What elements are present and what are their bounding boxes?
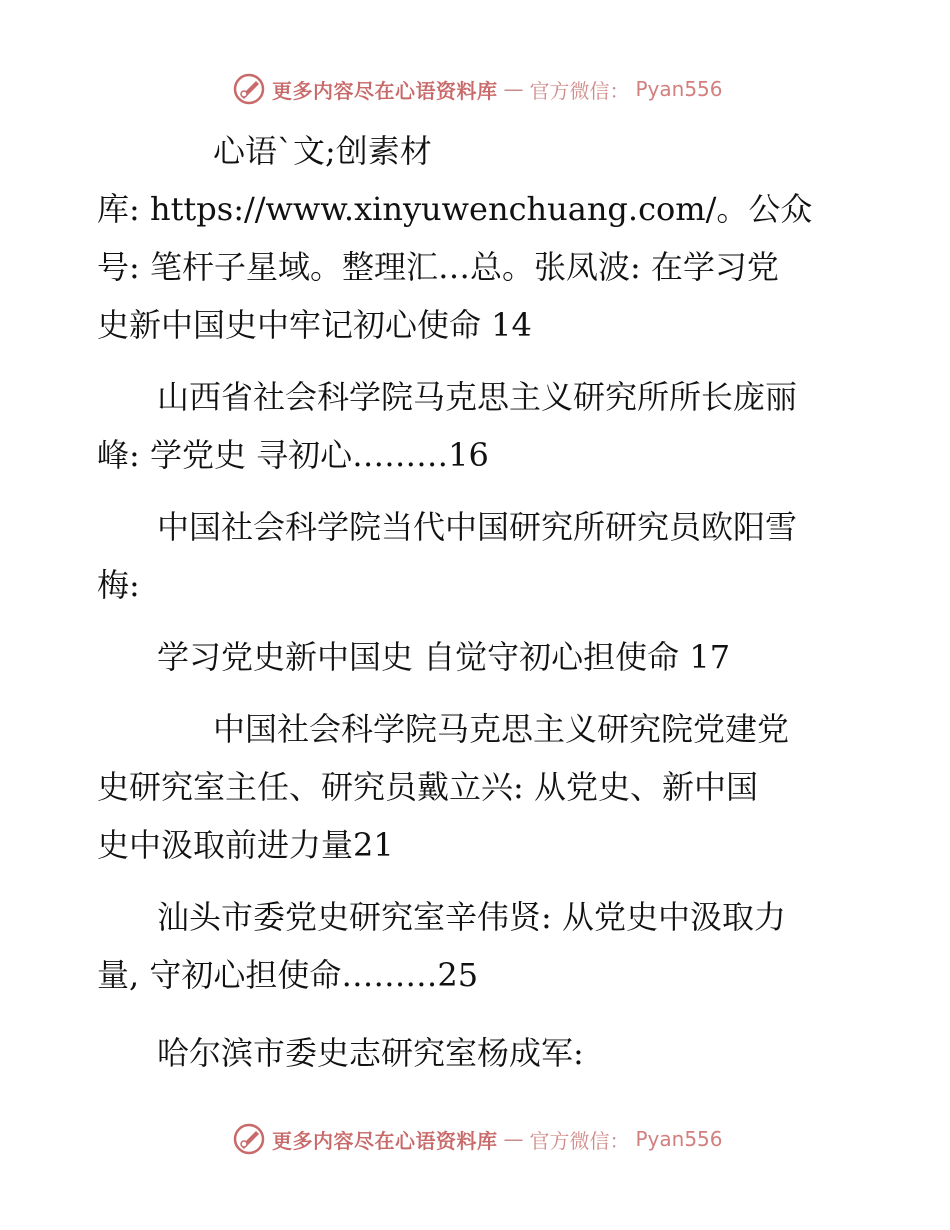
footer-banner — [232, 1122, 723, 1156]
doc-line: 史新中国史中牢记初心使命 14 — [97, 306, 532, 344]
document-body — [97, 122, 849, 1082]
brand-logo-icon — [232, 1122, 266, 1156]
doc-line: 量, 守初心担使命………25 — [97, 956, 479, 994]
banner-text: 更多内容尽在心语资料库 — [272, 1128, 498, 1153]
doc-line: 号: 笔杆子星域。整理汇…总。张凤波: 在学习党 — [97, 248, 779, 286]
doc-line: 汕头市委党史研究室辛伟贤: 从党史中汲取力 — [157, 898, 786, 936]
doc-line: 中国社会科学院马克思主义研究院党建党 — [213, 710, 790, 748]
doc-line: 梅: — [97, 566, 140, 604]
doc-line: 史中汲取前进力量21 — [97, 826, 394, 864]
doc-line: 峰: 学党史 寻初心………16 — [97, 436, 489, 474]
header-banner — [232, 72, 723, 106]
doc-line: 库: https://www.xinyuwenchuang.com/。公众 — [97, 190, 813, 228]
banner-wechat-label: 官方微信： — [529, 1128, 630, 1153]
banner-wechat-label: 官方微信： — [529, 78, 630, 103]
doc-line: 中国社会科学院当代中国研究所研究员欧阳雪 — [157, 508, 798, 546]
doc-line: 山西省社会科学院马克思主义研究所所长庞丽 — [157, 378, 798, 416]
banner-separator: — — [503, 1127, 524, 1151]
banner-text: 更多内容尽在心语资料库 — [272, 78, 498, 103]
doc-line: 史研究室主任、研究员戴立兴: 从党史、新中国 — [97, 768, 758, 806]
doc-line: 心语`文;创素材 — [213, 132, 432, 170]
doc-line: 哈尔滨市委史志研究室杨成军: — [157, 1034, 584, 1072]
banner-wechat-id: Pyan556 — [635, 1127, 723, 1151]
doc-line: 学习党史新中国史 自觉守初心担使命 17 — [157, 638, 731, 676]
brand-logo-icon — [232, 72, 266, 106]
banner-separator: — — [503, 77, 524, 101]
banner-wechat-id: Pyan556 — [635, 77, 723, 101]
